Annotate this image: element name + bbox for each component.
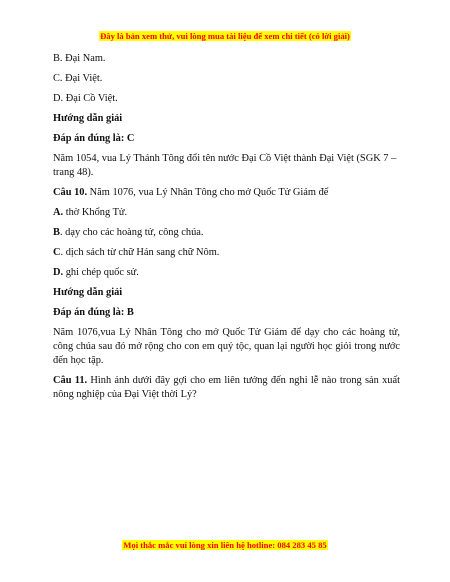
option-text: . dạy cho các hoàng tử, công chúa. bbox=[59, 227, 204, 238]
solution-heading: Hướng dẫn giải bbox=[53, 113, 123, 124]
option-a bbox=[53, 206, 400, 220]
preview-notice-text: Đây là bản xem thử, vui lòng mua tài liệu để xem chi tiết (có lời giải) bbox=[100, 31, 350, 41]
hotline-text: Mọi thắc mắc vui lòng xin liên hệ hotline: 084 283 45 85 bbox=[123, 540, 327, 550]
option-label: C bbox=[53, 247, 61, 258]
question-text: Năm 1076, vua Lý Nhân Tông cho mở Quốc Tử Giám để bbox=[87, 187, 329, 198]
solution-heading: Hướng dẫn giải bbox=[53, 287, 123, 298]
preview-notice-banner bbox=[0, 26, 450, 44]
question-label: Câu 10. bbox=[53, 187, 88, 198]
option-d bbox=[53, 266, 400, 280]
option-label: A. bbox=[53, 207, 64, 218]
correct-answer: Đáp án đúng là: B bbox=[53, 307, 134, 318]
option-label: B bbox=[53, 227, 60, 238]
correct-answer: Đáp án đúng là: C bbox=[53, 133, 135, 144]
option-text: thờ Khổng Tử. bbox=[63, 207, 128, 218]
option-b bbox=[53, 226, 400, 240]
question-11 bbox=[53, 374, 400, 402]
explanation: Năm 1054, vua Lý Thánh Tông đổi tên nước Đại Cồ Việt thành Đại Việt (SGK 7 – trang 48). bbox=[53, 153, 397, 178]
option-d: D. Đại Cồ Việt. bbox=[53, 93, 118, 104]
option-text: . dịch sách từ chữ Hán sang chữ Nôm. bbox=[60, 247, 220, 258]
option-b: B. Đại Nam. bbox=[53, 53, 106, 64]
question-label: Câu 11. bbox=[53, 375, 88, 386]
option-text: ghi chép quốc sử. bbox=[63, 267, 139, 278]
question-text: Hình ảnh dưới đây gợi cho em liên tưởng đến nghi lễ nào trong sản xuất nông nghiệp của Đại Việt thời Lý? bbox=[53, 375, 400, 400]
document-body bbox=[53, 52, 400, 408]
question-10 bbox=[53, 186, 400, 200]
option-c bbox=[53, 246, 400, 260]
option-label: D. bbox=[53, 267, 64, 278]
hotline-footer bbox=[0, 535, 450, 553]
explanation: Năm 1076,vua Lý Nhân Tông cho mở Quốc Tử Giám để dạy cho các hoàng tử, công chúa sau đó mở rộng cho con em quý tộc, quan lại người học giỏi trong nước đến học tập. bbox=[53, 327, 400, 366]
option-c: C. Đại Việt. bbox=[53, 73, 103, 84]
